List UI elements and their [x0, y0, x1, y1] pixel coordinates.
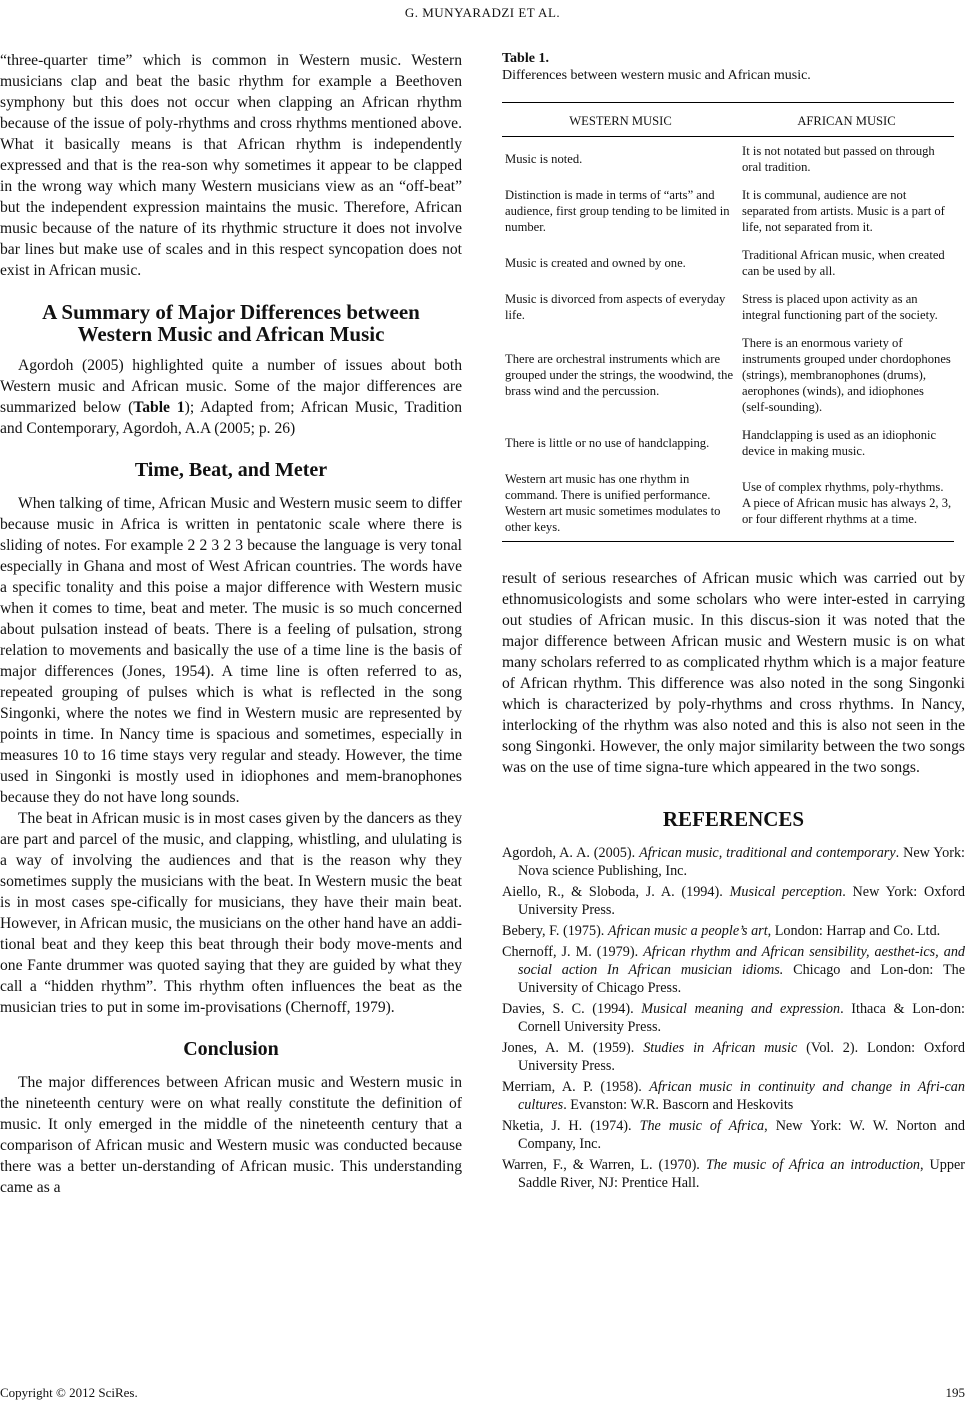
- reference-list: [502, 844, 965, 1192]
- continued-paragraph: result of serious researches of African music which was carried out by ethnomusicologists and some scholars who were inter-ested in carrying out studies of African music. In this discus-sion it was noted that the major difference between African music and Western music is on what many scholars referred to as complicated rhythm which is a major feature of African rhythm. This difference was also noted in the song Singonki which is characterized by poly-rhythms and cross rhythms. In Nancy, interlocking of the rhythm was also noted and this is also not seen in the song Singonki. However, the only major similarity between the two songs was on the use of time signa-ture which appeared in the two songs.: [502, 570, 965, 776]
- reference-item: Chernoff, J. M. (1979). African rhythm and African sensibility, aesthet-ics, and social action In African musician idioms. Chicago and Lon-don: The University of Chicago Press.: [502, 944, 965, 996]
- table-reference-link[interactable]: Table 1: [133, 399, 185, 416]
- reference-item: Aiello, R., & Sloboda, J. A. (1994). Musical perception. New York: Oxford University Press.: [502, 884, 965, 918]
- time-beat-meter-heading: Time, Beat, and Meter: [134, 459, 328, 481]
- time-paragraph: When talking of time, African Music and Western music seem to differ because music in Africa is written in pentatonic scale where there is sliding of notes. For example 2 2 3 2 3 because the language is very tonal especially in Ghana and most of West African countries. The words have a specific tonality and this poise a major difference with Western music when it comes to time, beat and meter. The music is so much concerned about pulsation instead of beats. There is a feeling of pulsation, strong relation to movements and basically the use of a time line is the basis of major differences (Jones, 1954). A time line is often referred to as, repeated grouping of pulses which is what is reflected in the song Singonki, where the notes we find in Western music are represented by points in time. In Nancy time is spacious and sometimes, especially in measures 10 to 16 time stays very regular and steady. However, the time used in Singonki is mostly used in idiophones and mem-branophones because they do not have long sounds.: [0, 495, 462, 806]
- reference-item: Nketia, J. H. (1974). The music of Africa, New York: W. W. Norton and Company, Inc.: [502, 1118, 965, 1152]
- table-caption: Differences between western music and African music.: [502, 68, 811, 83]
- table-cell: Western art music has one rhythm in command. There is unified performance. Western art music sometimes modulates to other keys.: [502, 465, 739, 542]
- table-cell: Stress is placed upon activity as an integral functioning part of the society.: [742, 292, 938, 322]
- table-cell: It is not notated but passed on through oral tradition.: [742, 144, 935, 174]
- summary-paragraph: [0, 355, 462, 439]
- reference-item: Agordoh, A. A. (2005). African music, traditional and contemporary. New York: Nova science Publishing, Inc.: [502, 845, 965, 879]
- table-cell: Music is divorced from aspects of everyday life.: [505, 292, 726, 322]
- table-cell: Music is noted.: [505, 152, 583, 166]
- reference-item: Warren, F., & Warren, L. (1970). The music of Africa an introduction, Upper Saddle River, NJ: Prentice Hall.: [502, 1157, 965, 1191]
- reference-item: Davies, S. C. (1994). Musical meaning and expression. Ithaca & Lon-don: Cornell University Press.: [502, 1001, 965, 1035]
- table-cell: There are orchestral instruments which are grouped under the strings, the woodwind, the brass wind and the percussion.: [505, 352, 734, 398]
- summary-text-b: ); Adapted from; African Music, Tradition and Contemporary, Agordoh, A.A (2005; p. 26): [0, 399, 462, 437]
- table-cell: Traditional African music, when created can be used by all.: [742, 248, 945, 278]
- right-column: [502, 50, 965, 1195]
- table-cell: Distinction is made in terms of “arts” and audience, first group tending to be limited in number.: [505, 188, 730, 234]
- table-row: [502, 421, 954, 465]
- summary-heading: A Summary of Major Differences between Western Music and African Music: [42, 300, 420, 346]
- reference-item: Merriam, A. P. (1958). African music in continuity and change in Afri-can cultures. Evanston: W.R. Bascorn and Heskovits: [502, 1079, 965, 1113]
- beat-paragraph: The beat in African music is in most cases given by the dancers as they are part and parcel of the music, and clapping, whistling, and ululating is a way of involving the audiences and that is the reason why they sometimes supply the musicians with the beat. In Western music the beat is in most cases spe-cifically for musicians, they have their main beat. However, in African music, the musicians on the other hand have an addi-tional beat and they keep this beat through their body move-ments and one Fante drummer was quoted saying that they are guided by what they call a “hidden rhythm”. This rhythm often influences the beat as the musician tries to put in some im-provisations (Chernoff, 1979).: [0, 810, 462, 1016]
- reference-item: Bebery, F. (1975). African music a people’s art, London: Harrap and Co. Ltd.: [502, 923, 941, 939]
- left-column: [0, 50, 462, 1198]
- table-cell: Music is created and owned by one.: [505, 256, 686, 270]
- table-row: [502, 137, 954, 182]
- table-cell: Handclapping is used as an idiophonic device in making music.: [742, 428, 937, 458]
- running-head: G. MUNYARADZI ET AL.: [404, 5, 561, 20]
- table-header-western: WESTERN MUSIC: [502, 103, 739, 137]
- conclusion-paragraph: The major differences between African music and Western music in the nineteenth century were on what really constitute the definition of music. It only emerged in the middle of the nineteenth century that a comparison of African music and Western music was conducted because there was a better un-derstanding of African music. This understanding came as a: [0, 1074, 462, 1196]
- reference-item: Jones, A. M. (1959). Studies in African music (Vol. 2). London: Oxford University Press.: [502, 1040, 965, 1074]
- table-cell: There is little or no use of handclapping.: [505, 436, 710, 450]
- differences-table: [502, 102, 954, 542]
- summary-text-a: Agordoh (2005) highlighted quite a number of issues about both Western music and African music. Some of the major differences are summarized below (: [0, 357, 462, 416]
- intro-paragraph: “three-quarter time” which is common in Western music. Western musicians clap and beat the basic rhythm for example a Beethoven symphony but this does not occur when clapping an African rhythm because of the issue of poly-rhythms and cross rhythms mentioned above. What it basically means is that African rhythm is independently expressed and that is the rea-son why sometimes it appear to be clapped in the wrong way which many Western musicians view as an “off-beat” but the independent expression maintains the music. Therefore, African music because of the nature of its rhythmic structure it does not involve bar lines but make use of scales and in this respect syncopation does not exist in African music.: [0, 52, 462, 279]
- table-row: [502, 181, 954, 241]
- table-row: [502, 241, 954, 285]
- table-label: Table 1.: [502, 51, 549, 66]
- table-cell: It is communal, audience are not separated from artists. Music is a part of life, not separated from it.: [742, 188, 945, 234]
- table-header-african: AFRICAN MUSIC: [739, 103, 954, 137]
- table-row: [502, 285, 954, 329]
- table-cell: There is an enormous variety of instruments grouped under chordophones (strings), membranophones (drums), aerophones (winds), and idiophones (self-sounding).: [742, 336, 951, 414]
- table-cell: Use of complex rhythms, poly-rhythms. A piece of African music has always 2, 3, or four different rhythms at a time.: [739, 465, 954, 542]
- conclusion-heading: Conclusion: [183, 1038, 279, 1060]
- page-number: 195: [945, 1385, 965, 1400]
- table-row: [502, 465, 954, 542]
- copyright-footer: Copyright © 2012 SciRes.: [0, 1385, 138, 1400]
- table-row: [502, 329, 954, 421]
- references-heading: REFERENCES: [662, 807, 805, 831]
